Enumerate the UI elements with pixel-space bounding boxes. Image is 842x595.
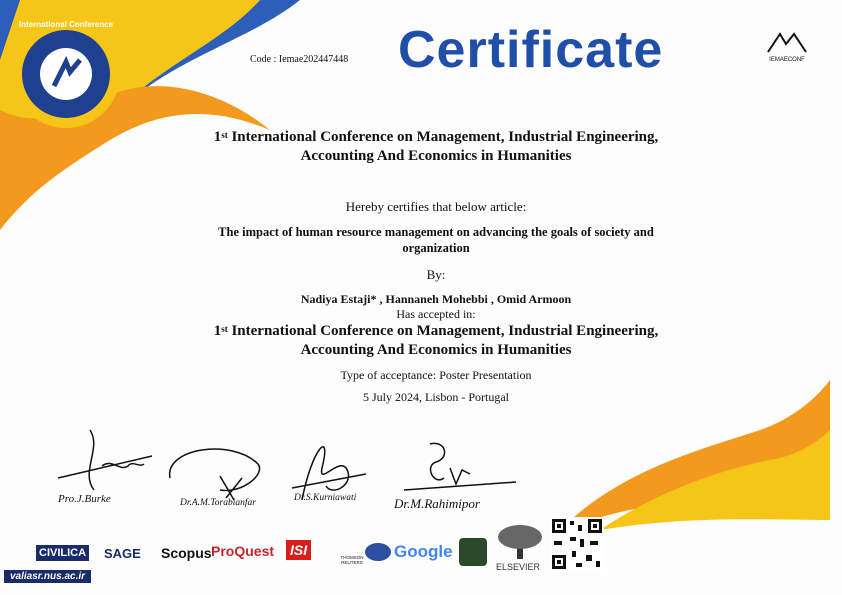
- qr-code-icon: [550, 517, 604, 571]
- accepted-label: Has accepted in:: [396, 307, 476, 321]
- conference-name-top: 1st International Conference on Management, Industrial Engineering, Accounting And Economics in Humanities: [213, 129, 659, 164]
- organizer-logo-label: IEMAECONF: [769, 57, 805, 63]
- certificate-code: Code : Iemae202447448: [250, 54, 349, 65]
- signature-name-kurniawati: Dr.S.Kurniawati: [294, 493, 357, 503]
- certifies-text: Hereby certifies that below article:: [345, 199, 527, 214]
- authors: Nadiya Estaji* , Hannaneh Mohebbi , Omid Armoon: [300, 292, 572, 306]
- journal-logo-icon: [364, 542, 392, 562]
- conference-seal-icon: [10, 18, 122, 130]
- conference-name-body: 1st International Conference on Management, Industrial Engineering, Accounting And Economics in Humanities: [213, 323, 659, 358]
- signature-rahimipor: [400, 440, 520, 500]
- proquest-logo: ProQuest: [211, 543, 275, 559]
- signature-name-rahimipor: Dr.M.Rahimipor: [394, 496, 480, 511]
- seal-label: International Conference: [18, 20, 114, 29]
- civilica-logo: CIVILICA: [36, 545, 89, 561]
- by-label: By:: [426, 267, 446, 282]
- organizer-logo-icon: [766, 30, 808, 54]
- signature-burke: [50, 420, 160, 495]
- footer-url: valiasr.nus.ac.ir: [4, 570, 91, 583]
- article-title: The impact of human resource management on advancing the goals of society and organization: [218, 225, 654, 255]
- sage-logo: SAGE: [104, 546, 141, 561]
- date-place: 5 July 2024, Lisbon - Portugal: [363, 390, 509, 404]
- elsevier-tree-icon: [496, 523, 544, 559]
- isi-logo: ISI: [286, 540, 311, 560]
- signature-torabianfar: [162, 438, 272, 503]
- signature-name-burke: Pro.J.Burke: [58, 493, 111, 505]
- indexing-logo-icon: [458, 537, 488, 567]
- acceptance-type: Type of acceptance: Poster Presentation: [340, 368, 532, 382]
- scopus-logo: Scopus: [161, 545, 212, 561]
- elsevier-logo: ELSEVIER: [496, 562, 541, 572]
- signature-name-torabianfar: Dr.A.M.Torabianfar: [180, 498, 256, 508]
- page-title: Certificate: [398, 21, 664, 79]
- thomson-reuters-logo: THOMSON REUTERS: [340, 555, 364, 565]
- google-scholar-logo: Google: [394, 542, 453, 561]
